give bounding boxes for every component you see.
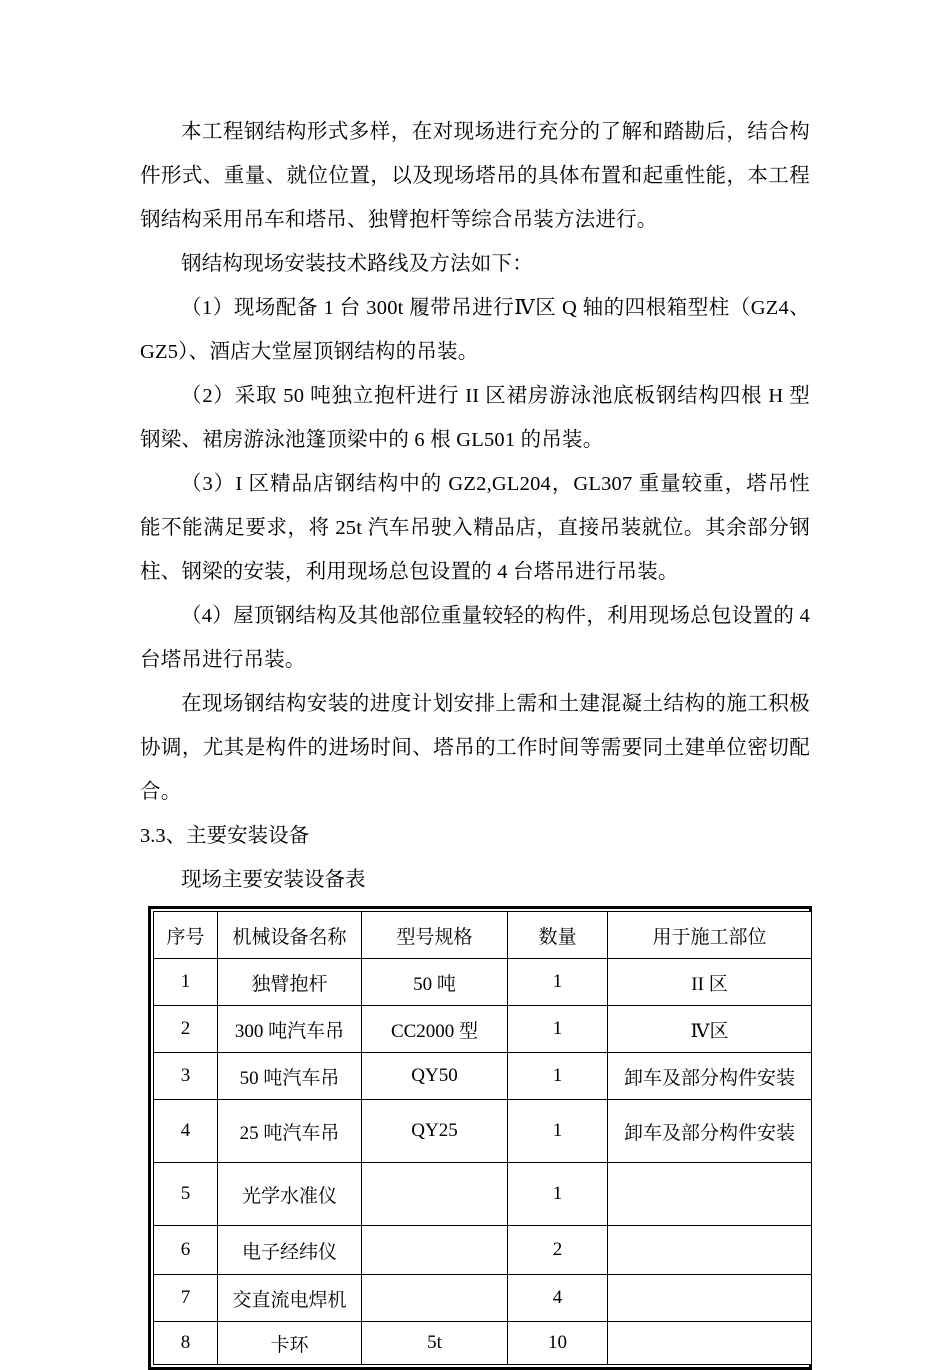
table-row	[154, 1100, 812, 1163]
cell-usage	[608, 1275, 812, 1322]
table-row	[154, 1226, 812, 1275]
table-row	[154, 1053, 812, 1100]
table-row	[154, 1163, 812, 1226]
cell-no: 7	[154, 1275, 218, 1322]
equipment-table	[153, 911, 812, 1365]
cell-usage: 卸车及部分构件安装	[608, 1053, 812, 1100]
cell-no: 5	[154, 1163, 218, 1226]
paragraph-item-4: （4）屋顶钢结构及其他部位重量较轻的构件，利用现场总包设置的 4 台塔吊进行吊装。	[140, 605, 810, 671]
cell-usage: Ⅳ区	[608, 1006, 812, 1053]
table-row	[154, 959, 812, 1006]
cell-model: QY50	[362, 1053, 508, 1100]
cell-name: 光学水准仪	[218, 1163, 362, 1226]
column-header-no: 序号	[154, 912, 218, 959]
cell-qty: 4	[508, 1275, 608, 1322]
table-row	[154, 1275, 812, 1322]
cell-no: 4	[154, 1100, 218, 1163]
cell-model: 5t	[362, 1322, 508, 1365]
paragraph-item-3: （3）I 区精品店钢结构中的 GZ2,GL204，GL307 重量较重，塔吊性能不能满足要求，将 25t 汽车吊驶入精品店，直接吊装就位。其余部分钢柱、钢梁的安装，利用现场总包设置的 4 台塔吊进行吊装。	[140, 473, 810, 583]
table-row	[154, 1322, 812, 1365]
table-header-row	[154, 912, 812, 959]
cell-usage	[608, 1322, 812, 1365]
cell-no: 8	[154, 1322, 218, 1365]
cell-qty: 1	[508, 1053, 608, 1100]
paragraph-item-1: （1）现场配备 1 台 300t 履带吊进行Ⅳ区 Q 轴的四根箱型柱（GZ4、GZ5）、酒店大堂屋顶钢结构的吊装。	[140, 297, 810, 363]
cell-usage	[608, 1163, 812, 1226]
cell-model	[362, 1226, 508, 1275]
cell-usage	[608, 1226, 812, 1275]
cell-model	[362, 1275, 508, 1322]
paragraph-item-2: （2）采取 50 吨独立抱杆进行 II 区裙房游泳池底板钢结构四根 H 型钢梁、裙房游泳池篷顶梁中的 6 根 GL501 的吊装。	[140, 385, 810, 451]
cell-model	[362, 1163, 508, 1226]
cell-name: 300 吨汽车吊	[218, 1006, 362, 1053]
cell-no: 1	[154, 959, 218, 1006]
cell-name: 交直流电焊机	[218, 1275, 362, 1322]
column-header-name: 机械设备名称	[218, 912, 362, 959]
table-row	[154, 1006, 812, 1053]
cell-model: 50 吨	[362, 959, 508, 1006]
column-header-usage: 用于施工部位	[608, 912, 812, 959]
cell-no: 6	[154, 1226, 218, 1275]
cell-no: 2	[154, 1006, 218, 1053]
cell-name: 卡环	[218, 1322, 362, 1365]
cell-name: 电子经纬仪	[218, 1226, 362, 1275]
table-caption: 现场主要安装设备表	[181, 869, 366, 891]
paragraph-coordination: 在现场钢结构安装的进度计划安排上需和土建混凝土结构的施工积极协调，尤其是构件的进场时间、塔吊的工作时间等需要同土建单位密切配合。	[140, 693, 810, 803]
cell-no: 3	[154, 1053, 218, 1100]
paragraph-overview: 本工程钢结构形式多样，在对现场进行充分的了解和踏勘后，结合构件形式、重量、就位位置，以及现场塔吊的具体布置和起重性能，本工程钢结构采用吊车和塔吊、独臂抱杆等综合吊装方法进行。	[140, 121, 810, 231]
cell-qty: 1	[508, 1163, 608, 1226]
cell-qty: 10	[508, 1322, 608, 1365]
cell-qty: 2	[508, 1226, 608, 1275]
cell-name: 独臂抱杆	[218, 959, 362, 1006]
cell-name: 25 吨汽车吊	[218, 1100, 362, 1163]
cell-model: CC2000 型	[362, 1006, 508, 1053]
column-header-qty: 数量	[508, 912, 608, 959]
cell-model: QY25	[362, 1100, 508, 1163]
column-header-model: 型号规格	[362, 912, 508, 959]
paragraph-intro-list: 钢结构现场安装技术路线及方法如下：	[181, 253, 533, 275]
equipment-table-container	[148, 906, 812, 1370]
cell-usage: 卸车及部分构件安装	[608, 1100, 812, 1163]
section-heading-3-3: 3.3、主要安装设备	[140, 825, 310, 847]
cell-usage: II 区	[608, 959, 812, 1006]
cell-name: 50 吨汽车吊	[218, 1053, 362, 1100]
cell-qty: 1	[508, 1100, 608, 1163]
cell-qty: 1	[508, 1006, 608, 1053]
cell-qty: 1	[508, 959, 608, 1006]
document-body	[140, 110, 810, 902]
